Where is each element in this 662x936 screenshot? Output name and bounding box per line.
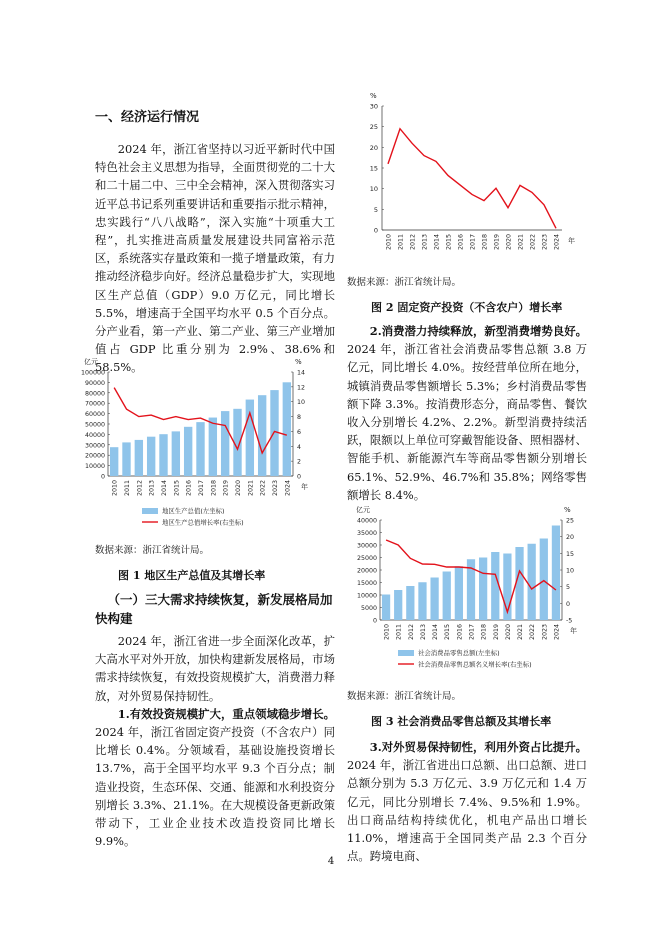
- y-right-label: %: [295, 358, 302, 366]
- x-tick-label: 2012: [407, 624, 415, 641]
- paragraph-investment: [95, 705, 335, 851]
- y-tick-label: 10: [369, 185, 378, 194]
- x-tick-label: 2015: [445, 234, 453, 251]
- x-tick-label: 2010: [385, 234, 393, 251]
- figure-2-source: 数据来源：浙江省统计局。: [347, 277, 462, 288]
- x-tick-label: 2020: [504, 624, 512, 641]
- growth-line: [388, 129, 556, 229]
- bar: [135, 440, 143, 476]
- legend-bar-label: 地区生产总值(左坐标): [162, 507, 225, 515]
- bar: [159, 434, 167, 476]
- x-tick-label: 2010: [383, 624, 391, 641]
- y-left-tick-label: 20000: [356, 567, 377, 575]
- x-tick-label: 2019: [493, 234, 501, 251]
- x-tick-label: 2014: [432, 624, 440, 641]
- section-title: 一、经济运行情况: [95, 110, 200, 125]
- paragraph-trade: [347, 738, 587, 865]
- x-tick-label: 2011: [124, 480, 131, 497]
- trade-heading: 3.对外贸易保持韧性，利用外资占比提升。: [369, 740, 587, 754]
- x-tick-label: 2018: [210, 480, 218, 497]
- y-left-tick-label: 100000: [80, 369, 105, 377]
- bar: [528, 544, 536, 620]
- y-left-tick-label: 30000: [356, 542, 377, 550]
- y-right-label: %: [564, 506, 571, 514]
- y-left-tick-label: 60000: [84, 411, 105, 419]
- y-tick-label: 20: [369, 143, 378, 152]
- y-right-tick-label: 15: [566, 550, 575, 558]
- x-tick-label: 2020: [505, 234, 513, 251]
- y-right-tick-label: 25: [566, 517, 575, 525]
- x-tick-label: 2021: [517, 234, 525, 251]
- y-left-tick-label: 10000: [84, 463, 105, 471]
- paragraph-overview: 2024 年，浙江省坚持以习近平新时代中国特色社会主义思想为指导，全面贯彻党的二十大和二十届二中、三中全会精神，深入贯彻落实习近平总书记系列重要讲话和重要指示批示精神，忠实践行“八八战略”，深入实施“十项重大工程”，扎实推进高质量发展建设共同富裕示范区，系统落实存量政策和一揽子增量政策，有力推动经济稳步向好。经济总量稳步扩大，实现地区生产总值（GDP）9.0 万亿元，同比增长 5.5%，增速高于全国平均水平 0.5 个百分点。分产业看，第一产业、第二产业、第三产业增加值占 GDP 比重分别为 2.9%、38.6%和 58.5%。: [95, 142, 335, 375]
- y-tick-label: 15: [369, 164, 378, 173]
- paragraph-consumption: [347, 322, 587, 504]
- y-right-tick-label: 8: [297, 414, 302, 422]
- y-tick-label: 5: [373, 205, 378, 214]
- figure-2-caption: 图 2 固定资产投资（不含农户）增长率: [371, 301, 563, 314]
- x-tick-label: 2024: [284, 480, 292, 497]
- consumption-heading: 2.消费潜力持续释放，新型消费增势良好。: [369, 324, 587, 338]
- x-tick-label: 2019: [492, 624, 500, 641]
- x-tick-label: 2024: [553, 234, 561, 251]
- x-tick-label: 2023: [541, 624, 549, 641]
- bar: [172, 431, 180, 476]
- x-tick-label: 2015: [173, 480, 181, 497]
- bar: [283, 382, 291, 476]
- x-tick-label: 2022: [529, 624, 537, 641]
- y-left-tick-label: 20000: [84, 452, 105, 460]
- x-tick-label: 2017: [469, 234, 477, 251]
- bar: [184, 427, 192, 476]
- y-right-tick-label: 4: [297, 443, 302, 451]
- y-right-tick-label: 0: [297, 473, 302, 481]
- trade-text: 2024 年，浙江省进出口总额、出口总额、进口总额分别为 5.3 万亿元、3.9 万亿元和 1.4 万亿元，同比分别增长 7.4%、9.5%和 1.9%。出口商品结构持续优化，机电产品出口增长 11.0%，增速高于全国同类产品 2.3 个百分点。跨境电商、: [347, 758, 587, 864]
- x-tick-label: 2013: [148, 480, 156, 497]
- x-tick-label: 2016: [185, 480, 193, 497]
- y-left-tick-label: 0: [100, 473, 105, 481]
- y-left-tick-label: 50000: [84, 421, 105, 429]
- y-tick-label: 0: [373, 226, 378, 235]
- legend-bar-swatch: [398, 650, 414, 656]
- y-left-tick-label: 0: [372, 617, 377, 625]
- bar: [122, 442, 130, 476]
- y-left-label: 亿元: [356, 506, 370, 514]
- y-axis-label: %: [370, 92, 377, 100]
- investment-growth-chart: [352, 88, 592, 268]
- y-left-tick-label: 30000: [84, 442, 105, 450]
- figure-2: [352, 88, 592, 268]
- y-right-tick-label: 10: [297, 399, 306, 407]
- right-text-block-1: [347, 322, 587, 504]
- y-right-tick-label: 5: [566, 584, 571, 592]
- x-tick-label: 2011: [395, 624, 403, 641]
- bar: [455, 566, 463, 620]
- bar: [382, 595, 390, 621]
- bar: [147, 437, 155, 476]
- bar: [394, 590, 402, 620]
- x-tick-label: 2020: [235, 480, 242, 497]
- x-axis-label: 年: [570, 627, 577, 635]
- legend-line-label: 社会消费品零售总额名义增长率(右坐标): [418, 660, 532, 669]
- x-tick-label: 2024: [553, 624, 561, 641]
- x-tick-label: 2016: [456, 624, 464, 641]
- x-tick-label: 2021: [517, 624, 525, 641]
- y-left-tick-label: 90000: [84, 379, 105, 387]
- bar: [552, 526, 560, 621]
- bar: [270, 390, 278, 476]
- y-left-tick-label: 5000: [360, 605, 377, 612]
- gdp-chart: [80, 348, 340, 533]
- bar: [209, 418, 217, 476]
- figure-1-caption: 图 1 地区生产总值及其增长率: [118, 569, 266, 582]
- bar: [443, 572, 451, 621]
- bar: [196, 422, 204, 476]
- legend-bar-label: 社会消费品零售总额(左坐标): [418, 649, 500, 657]
- y-tick-label: 25: [369, 123, 378, 132]
- x-tick-label: 2018: [481, 234, 489, 251]
- y-left-tick-label: 40000: [84, 431, 105, 439]
- x-tick-label: 2017: [198, 480, 205, 497]
- x-tick-label: 2019: [222, 480, 230, 497]
- bar: [110, 447, 118, 476]
- y-right-tick-label: 6: [297, 428, 302, 436]
- x-tick-label: 2021: [247, 480, 255, 497]
- bar: [479, 558, 487, 621]
- x-tick-label: 2018: [480, 624, 488, 641]
- y-left-tick-label: 25000: [356, 555, 377, 562]
- x-tick-label: 2017: [468, 624, 476, 641]
- y-left-tick-label: 80000: [84, 390, 105, 398]
- x-tick-label: 2016: [457, 234, 465, 251]
- x-tick-label: 2022: [529, 234, 537, 251]
- y-right-tick-label: 14: [297, 369, 306, 377]
- y-left-tick-label: 35000: [356, 530, 377, 537]
- left-text-block-1: [95, 140, 335, 377]
- y-left-label: 亿元: [84, 358, 98, 366]
- y-right-tick-label: 20: [566, 534, 575, 542]
- legend-bar-swatch: [142, 508, 158, 514]
- bar: [491, 552, 499, 620]
- x-tick-label: 2023: [272, 480, 279, 497]
- x-tick-label: 2011: [397, 234, 405, 251]
- x-tick-label: 2013: [419, 624, 427, 641]
- figure-1-source: 数据来源：浙江省统计局。: [95, 545, 210, 556]
- bar: [515, 547, 523, 620]
- bar: [540, 539, 548, 621]
- paragraph-demand: 2024 年，浙江省进一步全面深化改革，扩大高水平对外开放，加快构建新发展格局，市场需求持续恢复，有效投资规模扩大，消费潜力释放，对外贸易保持韧性。: [95, 634, 335, 703]
- right-text-block-2: [347, 738, 587, 865]
- x-tick-label: 2012: [409, 234, 417, 251]
- y-right-tick-label: -5: [566, 617, 573, 625]
- figure-3-source: 数据来源：浙江省统计局。: [347, 691, 462, 702]
- bar: [406, 586, 414, 620]
- figure-3-caption: 图 3 社会消费品零售总额及其增长率: [371, 715, 552, 728]
- legend-line-label: 地区生产总值增长率(右坐标): [162, 518, 244, 527]
- y-right-tick-label: 10: [566, 567, 575, 575]
- y-right-tick-label: 12: [297, 384, 306, 392]
- subsection-title: （一）三大需求持续恢复，新发展格局加快构建: [95, 592, 333, 626]
- x-tick-label: 2010: [111, 480, 119, 497]
- bar: [430, 578, 438, 621]
- x-tick-label: 2014: [161, 480, 168, 497]
- figure-3: [340, 502, 592, 680]
- x-tick-label: 2023: [541, 234, 549, 251]
- figure-1: [80, 348, 340, 533]
- page-number: 4: [327, 856, 335, 867]
- y-left-tick-label: 40000: [356, 517, 377, 525]
- x-tick-label: 2013: [421, 234, 429, 251]
- x-tick-label: 2014: [433, 234, 441, 251]
- x-tick-label: 2022: [259, 480, 267, 497]
- investment-heading: 1.有效投资规模扩大，重点领域稳步增长。: [117, 706, 335, 721]
- x-tick-label: 2015: [444, 624, 452, 641]
- y-right-tick-label: 0: [566, 600, 571, 608]
- x-axis-label: 年: [301, 483, 308, 491]
- investment-text: 2024 年，浙江省固定资产投资（不含农户）同比增长 0.4%。分领域看，基础设施投资增长 13.7%，高于全国平均水平 9.3 个百分点；制造业投资，生态环保、交通、能源和水利投资分别增长 3.3%、21.1%。在大规模设备更新政策带动下，工业企业技术改造投资同比增长 9.9%。: [95, 725, 335, 849]
- retail-sales-chart: [340, 502, 592, 680]
- x-tick-label: 2012: [136, 480, 144, 497]
- bar: [258, 395, 266, 476]
- y-left-tick-label: 15000: [356, 580, 377, 587]
- y-tick-label: 30: [369, 102, 378, 111]
- y-right-tick-label: 2: [297, 458, 302, 466]
- bar: [221, 411, 229, 476]
- consumption-text: 2024 年，浙江省社会消费品零售总额 3.8 万亿元，同比增长 4.0%。按经营单位所在地分，城镇消费品零售额增长 5.3%；乡村消费品零售额下降 3.3%。按消费形态分，商品零售、餐饮收入分别增长 4.2%、2.2%。新型消费持续活跃，限额以上单位可穿戴智能设备、照相器材、智能手机、新能源汽车等商品零售额分别增长 65.1%、52.9%、46.7%和 35.8%；网络零售额增长 8.4%。: [347, 342, 587, 502]
- x-axis-label: 年: [568, 237, 575, 245]
- left-text-block-2: [95, 590, 335, 850]
- y-left-tick-label: 70000: [84, 400, 105, 408]
- y-left-tick-label: 10000: [356, 592, 377, 600]
- bar: [418, 582, 426, 620]
